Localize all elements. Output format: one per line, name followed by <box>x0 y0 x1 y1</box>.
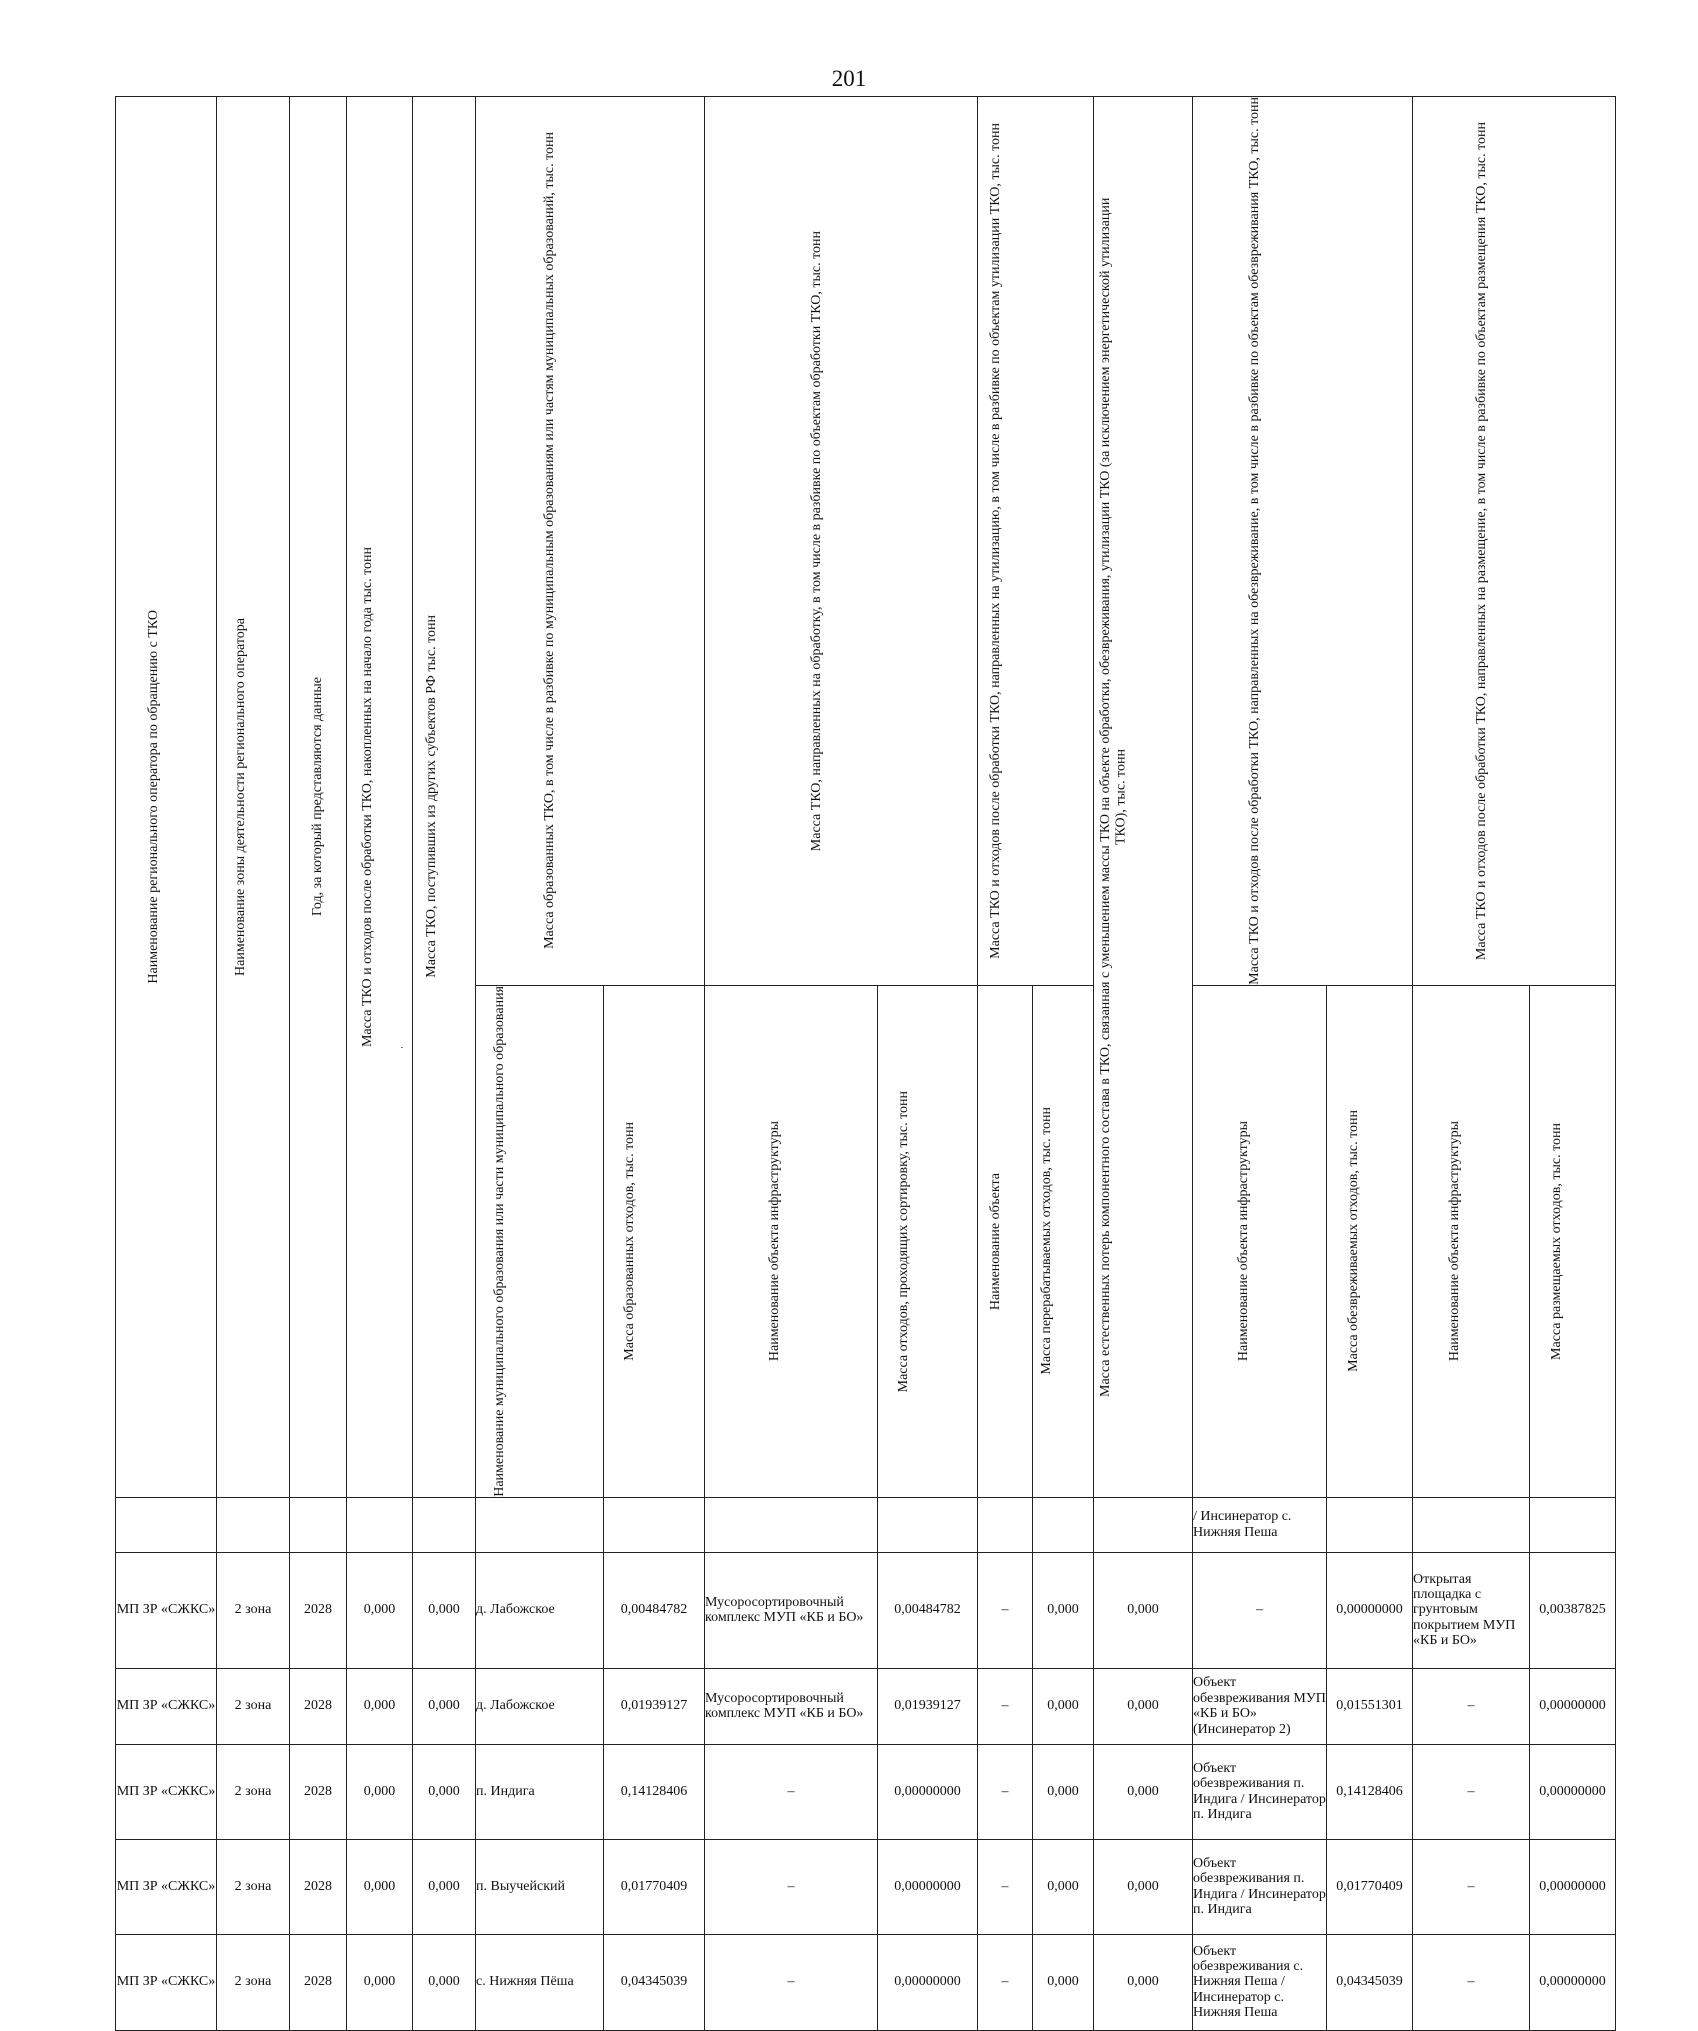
cell-utilization-mass: 0,000 <box>1033 1668 1094 1744</box>
cell-placement-mass: 0,00000000 <box>1530 1744 1616 1839</box>
table-row <box>116 1668 1616 1744</box>
cell-processing-mass: 0,00000000 <box>878 1839 978 1934</box>
cell-zone: 2 зона <box>217 1668 290 1744</box>
header-placement-group: Масса ТКО и отходов после обработки ТКО, направленных на размещение, в том числе в разбивке по объектам размещения ТКО, тыс. тонн <box>1413 97 1616 986</box>
cell-processing-mass: 0,00484782 <box>878 1552 978 1668</box>
header-utilization-mass: Масса перерабатываемых отходов, тыс. тонн <box>1033 985 1094 1497</box>
cell-neutralization-mass: 0,01551301 <box>1327 1668 1413 1744</box>
cell-operator: МП ЗР «СЖКС» <box>116 1744 217 1839</box>
header-processing-name: Наименование объекта инфраструктуры <box>705 985 878 1497</box>
cell-operator: МП ЗР «СЖКС» <box>116 1934 217 2030</box>
cell-formed-name: с. Нижняя Пёша <box>476 1934 604 2030</box>
scan-speck <box>401 1047 403 1048</box>
cell-formed-name: д. Лабожское <box>476 1552 604 1668</box>
cell-mass-other: 0,000 <box>413 1839 476 1934</box>
table-row <box>116 1552 1616 1668</box>
header-neutralization-mass: Масса обезвреживаемых отходов, тыс. тонн <box>1327 985 1413 1497</box>
cell-neutralization-name: Объект обезвреживания с. Нижняя Пеша / Инсинератор с. Нижняя Пеша <box>1193 1934 1327 2030</box>
cell-year: 2028 <box>290 1668 347 1744</box>
cell-utilization-name: – <box>978 1552 1033 1668</box>
cell-formed-name: п. Выучейский <box>476 1839 604 1934</box>
cell-losses: 0,000 <box>1094 1839 1193 1934</box>
cell-processing-name: Мусоросортировочный комплекс МУП «КБ и БО» <box>705 1668 878 1744</box>
cell-losses: 0,000 <box>1094 1668 1193 1744</box>
cell-mass-start: 0,000 <box>347 1839 413 1934</box>
cell-utilization-mass: 0,000 <box>1033 1744 1094 1839</box>
header-neutralization-name: Наименование объекта инфраструктуры <box>1193 985 1327 1497</box>
cell-mass-other: 0,000 <box>413 1552 476 1668</box>
cell-mass-other: 0,000 <box>413 1934 476 2030</box>
cell-processing-name: – <box>705 1934 878 2030</box>
cell-placement-mass: 0,00000000 <box>1530 1668 1616 1744</box>
cell-processing-name: – <box>705 1839 878 1934</box>
header-processing-group: Масса ТКО, направленных на обработку, в том числе в разбивке по объектам обработки ТКО, тыс. тонн <box>705 97 978 986</box>
cell-zone: 2 зона <box>217 1934 290 2030</box>
cell-neutralization-mass: 0,04345039 <box>1327 1934 1413 2030</box>
header-year: Год, за который представляются данные <box>290 97 347 1498</box>
cell-utilization-name: – <box>978 1668 1033 1744</box>
header-placement-mass: Масса размещаемых отходов, тыс. тонн <box>1530 985 1616 1497</box>
cell-processing-name: Мусоросортировочный комплекс МУП «КБ и БО» <box>705 1552 878 1668</box>
cell-losses: 0,000 <box>1094 1552 1193 1668</box>
continuation-row <box>116 1497 1616 1552</box>
header-formed-mass: Масса образованных отходов, тыс. тонн <box>604 985 705 1497</box>
cell-mass-start: 0,000 <box>347 1668 413 1744</box>
header-mass-other: Масса ТКО, поступивших из других субъектов РФ тыс. тонн <box>413 97 476 1498</box>
cell-utilization-mass: 0,000 <box>1033 1552 1094 1668</box>
cell-neutralization-name: – <box>1193 1552 1327 1668</box>
cell-placement-mass: 0,00000000 <box>1530 1934 1616 2030</box>
header-utilization-name: Наименование объекта <box>978 985 1033 1497</box>
cell-utilization-name: – <box>978 1934 1033 2030</box>
cell-formed-name: д. Лабожское <box>476 1668 604 1744</box>
cell-losses: 0,000 <box>1094 1744 1193 1839</box>
cell-mass-start: 0,000 <box>347 1744 413 1839</box>
cell-processing-mass: 0,01939127 <box>878 1668 978 1744</box>
cell-placement-name: Открытая площадка с грунтовым покрытием МУП «КБ и БО» <box>1413 1552 1530 1668</box>
cell-operator: МП ЗР «СЖКС» <box>116 1668 217 1744</box>
header-placement-name: Наименование объекта инфраструктуры <box>1413 985 1530 1497</box>
cell-processing-mass: 0,00000000 <box>878 1744 978 1839</box>
cell-neutralization-name: Объект обезвреживания п. Индига / Инсинератор п. Индига <box>1193 1744 1327 1839</box>
cell-neutralization-mass: 0,01770409 <box>1327 1839 1413 1934</box>
cell-mass-other: 0,000 <box>413 1668 476 1744</box>
cell-mass-start: 0,000 <box>347 1552 413 1668</box>
cell-mass-other: 0,000 <box>413 1744 476 1839</box>
cell-utilization-name: – <box>978 1744 1033 1839</box>
cell-operator: МП ЗР «СЖКС» <box>116 1552 217 1668</box>
cell-utilization-name: – <box>978 1839 1033 1934</box>
cell-losses: 0,000 <box>1094 1934 1193 2030</box>
cell-neutralization-mass: 0,00000000 <box>1327 1552 1413 1668</box>
cell-placement-mass: 0,00387825 <box>1530 1552 1616 1668</box>
header-utilization-group: Масса ТКО и отходов после обработки ТКО, направленных на утилизацию, в том числе в разбивке по объектам утилизации ТКО, тыс. тонн <box>978 97 1094 986</box>
cell-year: 2028 <box>290 1839 347 1934</box>
header-neutralization-group: Масса ТКО и отходов после обработки ТКО, направленных на обезвреживание, в том числе в разбивке по объектам обезвреживания ТКО, тыс. тонн <box>1193 97 1413 986</box>
cell-placement-name: – <box>1413 1744 1530 1839</box>
header-mass-start: Масса ТКО и отходов после обработки ТКО, накопленных на начало года тыс. тонн <box>347 97 413 1498</box>
cell-utilization-mass: 0,000 <box>1033 1839 1094 1934</box>
header-zone: Наименование зоны деятельности регионального оператора <box>217 97 290 1498</box>
cell-neutralization-mass: 0,14128406 <box>1327 1744 1413 1839</box>
cell-formed-mass: 0,01770409 <box>604 1839 705 1934</box>
cell-formed-mass: 0,01939127 <box>604 1668 705 1744</box>
header-losses: Масса естественных потерь компонентного состава в ТКО, связанная с уменьшением массы ТКО на объекте обработки, обезвреживания, утилизации ТКО (за исключением энергетической утилизации ТКО), тыс. тонн <box>1094 97 1193 1498</box>
header-formed-group: Масса образованных ТКО, в том числе в разбивке по муниципальным образованиям или частям муниципальных образований, тыс. тонн <box>476 97 705 986</box>
header-formed-name: Наименование муниципального образования или части муниципального образования <box>476 985 604 1497</box>
cell-neutralization-name: Объект обезвреживания МУП «КБ и БО» (Инсинератор 2) <box>1193 1668 1327 1744</box>
continuation-text: / Инсинератор с. Нижняя Пеша <box>1193 1497 1327 1552</box>
cell-formed-name: п. Индига <box>476 1744 604 1839</box>
cell-placement-name: – <box>1413 1668 1530 1744</box>
cell-formed-mass: 0,00484782 <box>604 1552 705 1668</box>
header-operator: Наименование регионального оператора по обращению с ТКО <box>116 97 217 1498</box>
header-processing-mass: Масса отходов, проходящих сортировку, тыс. тонн <box>878 985 978 1497</box>
cell-placement-name: – <box>1413 1934 1530 2030</box>
cell-processing-mass: 0,00000000 <box>878 1934 978 2030</box>
table-row <box>116 1934 1616 2030</box>
cell-zone: 2 зона <box>217 1552 290 1668</box>
cell-formed-mass: 0,04345039 <box>604 1934 705 2030</box>
cell-mass-start: 0,000 <box>347 1934 413 2030</box>
cell-year: 2028 <box>290 1934 347 2030</box>
table-row <box>116 1839 1616 1934</box>
waste-data-table <box>115 96 1616 2031</box>
cell-zone: 2 зона <box>217 1839 290 1934</box>
cell-zone: 2 зона <box>217 1744 290 1839</box>
page-number: 201 <box>0 66 1698 92</box>
cell-placement-mass: 0,00000000 <box>1530 1839 1616 1934</box>
cell-neutralization-name: Объект обезвреживания п. Индига / Инсинератор п. Индига <box>1193 1839 1327 1934</box>
table-row <box>116 1744 1616 1839</box>
cell-operator: МП ЗР «СЖКС» <box>116 1839 217 1934</box>
cell-processing-name: – <box>705 1744 878 1839</box>
cell-utilization-mass: 0,000 <box>1033 1934 1094 2030</box>
cell-year: 2028 <box>290 1744 347 1839</box>
cell-placement-name: – <box>1413 1839 1530 1934</box>
cell-formed-mass: 0,14128406 <box>604 1744 705 1839</box>
cell-year: 2028 <box>290 1552 347 1668</box>
